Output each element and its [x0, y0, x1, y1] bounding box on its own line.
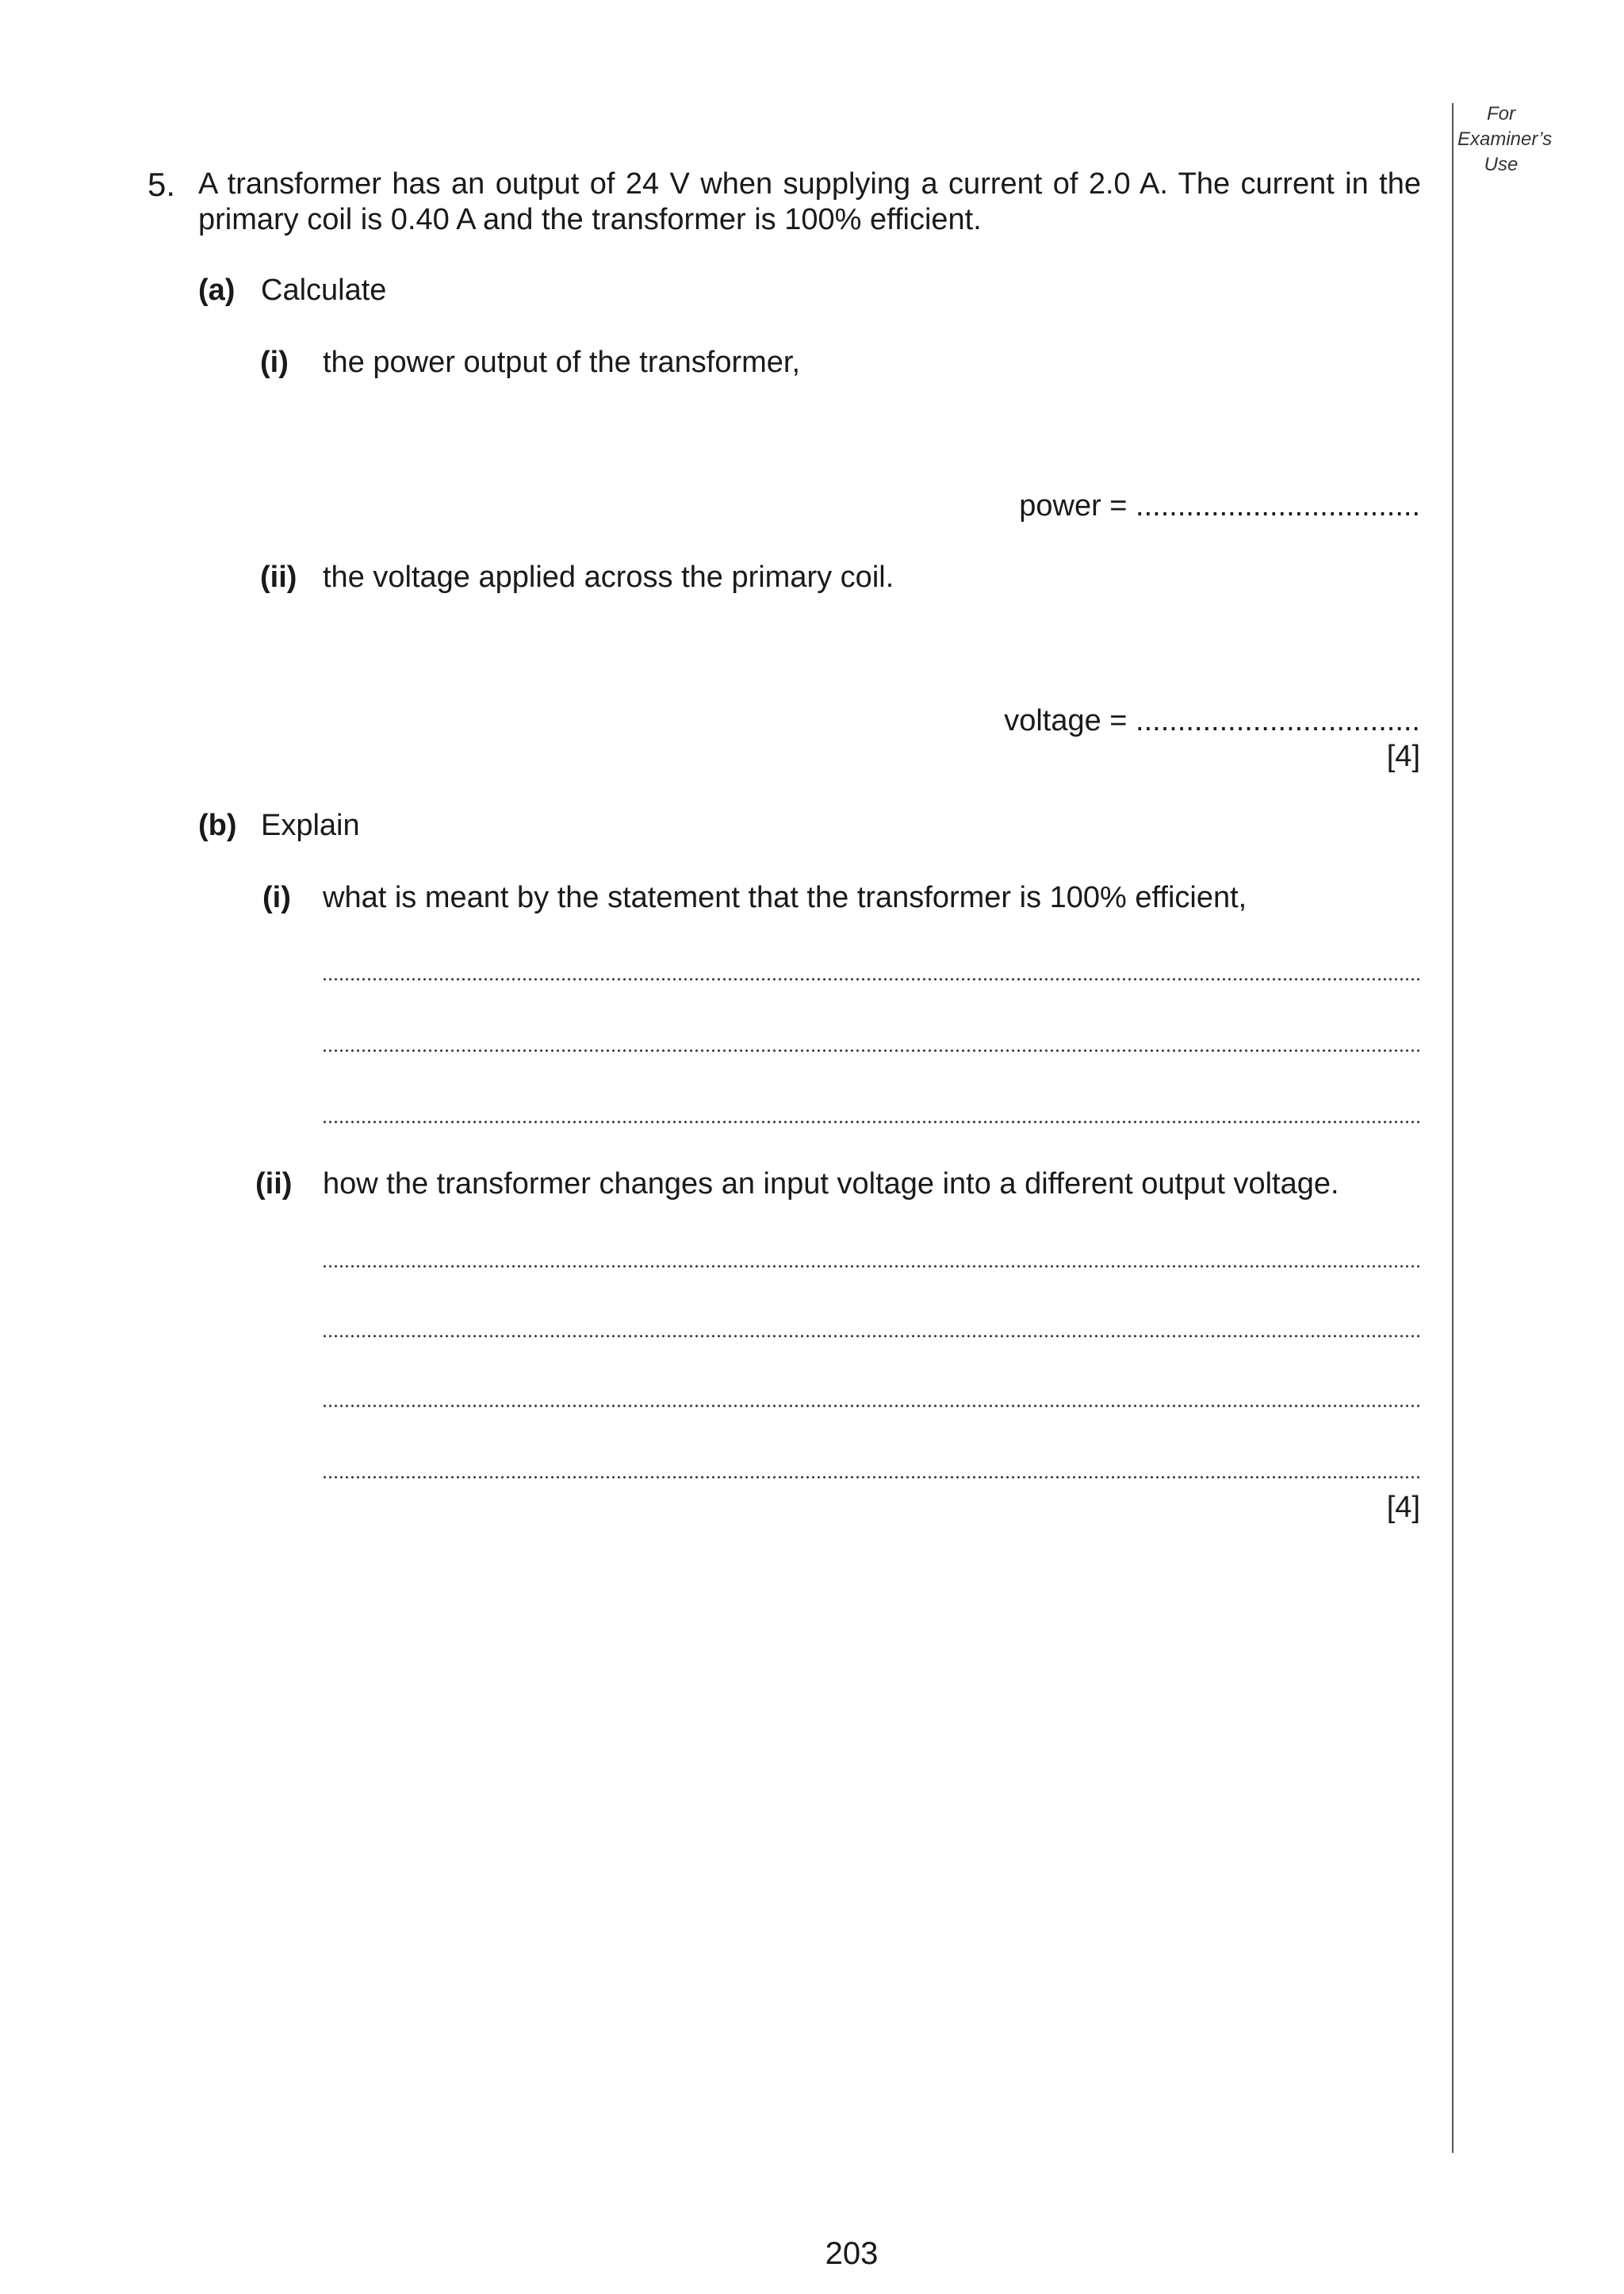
voltage-answer-field[interactable]: voltage = .................................. — [1004, 704, 1420, 737]
part-b-i-text: what is meant by the statement that the transformer is 100% efficient, — [323, 881, 1247, 914]
part-a-i-label: (i) — [260, 346, 289, 379]
part-b-i-label: (i) — [262, 881, 291, 914]
answer-line[interactable] — [322, 1120, 1421, 1124]
question-number: 5. — [147, 166, 176, 203]
question-stem: A transformer has an output of 24 V when supplying a current of 2.0 A. The current in the primary coil is 0.40 A and the transformer is 100% efficient. — [198, 167, 1421, 236]
answer-line[interactable] — [322, 978, 1421, 981]
answer-line[interactable] — [322, 1265, 1421, 1268]
part-a-ii-label: (ii) — [260, 561, 297, 594]
part-b-ii-label: (ii) — [255, 1167, 293, 1201]
examiner-label-line-1: For — [1487, 103, 1515, 124]
answer-line[interactable] — [322, 1476, 1421, 1479]
answer-line[interactable] — [322, 1404, 1421, 1407]
examiner-use-label — [1457, 101, 1553, 178]
page-number: 203 — [825, 2236, 879, 2271]
part-b-instruction: Explain — [261, 809, 360, 842]
examiner-label-line-2: Examiner’s — [1457, 128, 1553, 150]
power-answer-field[interactable]: power = .................................. — [1019, 489, 1420, 523]
part-b-ii-text: how the transformer changes an input voltage into a different output voltage. — [323, 1167, 1339, 1201]
examiner-margin-rule — [1452, 103, 1454, 2153]
part-a-instruction: Calculate — [261, 274, 387, 307]
part-a-i-text: the power output of the transformer, — [323, 346, 801, 379]
answer-line[interactable] — [322, 1049, 1421, 1052]
part-a-ii-text: the voltage applied across the primary coil. — [323, 561, 894, 594]
part-b-label: (b) — [198, 809, 237, 842]
part-a-marks: [4] — [1386, 740, 1420, 773]
answer-line[interactable] — [322, 1335, 1421, 1338]
part-b-marks: [4] — [1386, 1491, 1420, 1524]
examiner-label-line-3: Use — [1484, 154, 1519, 175]
part-a-label: (a) — [198, 274, 236, 307]
